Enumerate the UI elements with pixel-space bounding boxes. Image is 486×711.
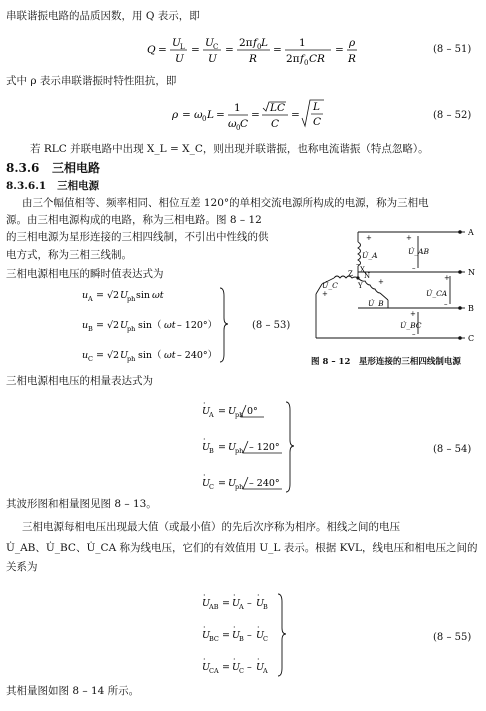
svg-text:–: – (356, 260, 360, 268)
three-phase-star-diagram (300, 222, 486, 354)
section-heading-8-3-6-1 (6, 178, 99, 193)
svg-text:0: 0 (202, 115, 207, 123)
svg-text:ω: ω (194, 109, 203, 121)
svg-text:A: A (88, 295, 93, 303)
svg-text:C: C (239, 667, 244, 675)
svg-text:=: = (222, 630, 230, 641)
svg-text:=: = (218, 478, 226, 489)
phasor-label-uc: U̇_C (322, 281, 338, 290)
svg-text:ωt: ωt (164, 350, 176, 361)
svg-text:B: B (88, 325, 93, 333)
svg-text:U: U (228, 442, 237, 453)
phasor-label-uca: U̇_CA (426, 289, 448, 298)
node-label-n: N (364, 272, 371, 280)
para-line-voltage-line-1: 三相电源每相电压出现最大值（或最小值）的先后次序称为相序。相线之间的电压 (22, 521, 400, 533)
svg-text:=: = (218, 406, 226, 417)
phasor-label-ua: U̇_A (362, 251, 378, 260)
rho-intro-text: 式中 ρ 表示串联谐振时特性阻抗，即 (6, 75, 177, 87)
equation-instantaneous (80, 284, 230, 364)
svg-text:U: U (172, 37, 181, 49)
subsection-number: 8.3.6.1 (6, 180, 47, 192)
svg-text:1: 1 (234, 102, 241, 114)
svg-text:·: · (233, 655, 236, 664)
svg-text:C: C (88, 355, 93, 363)
svg-text:B: B (263, 603, 268, 611)
phasor-intro-text: 三相电源相电压的相量表达式为 (6, 375, 153, 387)
svg-text:U: U (202, 442, 211, 453)
svg-text:–: – (444, 300, 448, 308)
svg-text:= √2: = √2 (96, 350, 120, 361)
terminal-label-c: C (468, 334, 475, 343)
svg-text:U: U (202, 598, 211, 609)
svg-text:U: U (202, 406, 211, 417)
svg-text:U: U (228, 406, 237, 417)
svg-text:·: · (203, 623, 206, 632)
section-heading-8-3-6 (6, 159, 100, 176)
svg-text:U: U (228, 478, 237, 489)
svg-text:– 240°: – 240° (249, 478, 280, 489)
subsection-title: 三相电源 (57, 180, 100, 192)
para-source-line-4: 电方式，称为三相三线制。 (6, 249, 132, 261)
svg-text:– 120°）: – 120°） (177, 320, 218, 331)
svg-text:ph: ph (127, 295, 136, 303)
svg-text:CA: CA (209, 667, 219, 675)
svg-text:=: = (225, 44, 234, 56)
svg-text:L: L (261, 37, 268, 49)
svg-text:U: U (256, 662, 265, 673)
svg-text:1: 1 (299, 37, 306, 49)
terminal-label-b: B (468, 304, 474, 313)
para-source-line-2: 源。由三相电源构成的电路，称为三相电路。图 8 – 12 (6, 214, 262, 226)
equation-phasor (196, 398, 296, 494)
svg-text:Q: Q (147, 44, 156, 56)
svg-text:ph: ph (235, 483, 244, 491)
svg-text:C: C (263, 635, 268, 643)
svg-text:U: U (232, 598, 241, 609)
svg-text:0: 0 (257, 43, 262, 51)
node-label-z: Z (348, 270, 353, 278)
svg-text:R: R (249, 53, 257, 65)
para-source-line-5: 三相电源相电压的瞬时值表达式为 (6, 268, 164, 280)
svg-text:·: · (203, 399, 206, 408)
section-title: 三相电路 (51, 161, 100, 175)
svg-text:A: A (263, 667, 268, 675)
svg-text:·: · (233, 591, 236, 600)
svg-text:= √2: = √2 (96, 320, 120, 331)
svg-text:+: + (406, 234, 412, 242)
equation-phasor-graphic (196, 398, 296, 494)
svg-text:U: U (202, 662, 211, 673)
svg-text:=: = (218, 442, 226, 453)
svg-text:U: U (205, 37, 214, 49)
para-source-line-1: 由三个幅值相等、频率相同、相位互差 120°的单相交流电源所构成的电源，称为三相电 (22, 197, 429, 209)
node-label-y: Y (358, 282, 363, 290)
final-ref-text: 其相量图如图 8 – 14 所示。 (6, 685, 140, 697)
svg-text:C: C (271, 118, 280, 130)
svg-text:·: · (203, 471, 206, 480)
svg-text:+: + (322, 290, 328, 298)
svg-text:sin: sin (136, 290, 151, 301)
equation-instantaneous-graphic (80, 284, 230, 364)
equation-q-graphic (145, 33, 375, 69)
equation-kvl-number: (8 – 55) (433, 632, 472, 643)
svg-text:– 240°）: – 240°） (177, 350, 218, 361)
svg-text:C: C (313, 116, 322, 128)
svg-text:+: + (444, 274, 450, 282)
waveform-ref-text: 其波形图和相量图见图 8 – 13。 (6, 498, 157, 510)
para-source-line-3: 的三相电源为星形连接的三相四线制，不引出中性线的供 (6, 231, 269, 243)
svg-text:B: B (209, 447, 214, 455)
svg-text:L: L (180, 43, 185, 51)
svg-text:·: · (257, 623, 260, 632)
equation-phasor-number: (8 – 54) (433, 444, 472, 455)
svg-text:ph: ph (235, 447, 244, 455)
svg-text:ω: ω (228, 118, 237, 130)
svg-text:ωt: ωt (152, 290, 164, 301)
svg-text:ph: ph (127, 355, 136, 363)
svg-text:=: = (251, 109, 260, 121)
svg-text:=: = (222, 662, 230, 673)
svg-text:u: u (82, 320, 89, 331)
svg-text:–: – (412, 264, 416, 272)
svg-text:f: f (300, 53, 304, 65)
svg-text:– 120°: – 120° (249, 442, 280, 453)
equation-kvl (196, 590, 296, 680)
intro-q-text: 串联谐振电路的品质因数，用 Q 表示，即 (6, 10, 200, 22)
svg-text:R: R (348, 53, 356, 65)
svg-text:u: u (82, 290, 89, 301)
svg-text:L: L (207, 109, 214, 121)
svg-text:0: 0 (236, 124, 241, 132)
terminal-label-n: N (468, 268, 475, 277)
svg-text:U: U (120, 350, 129, 361)
svg-text:A: A (239, 603, 244, 611)
svg-text:·: · (233, 623, 236, 632)
svg-text:·: · (257, 591, 260, 600)
svg-text:=: = (216, 109, 225, 121)
svg-text:U: U (232, 630, 241, 641)
svg-text:–: – (412, 330, 416, 338)
svg-text:U: U (202, 478, 211, 489)
svg-text:U: U (208, 53, 217, 65)
svg-text:2π: 2π (239, 37, 253, 49)
figure-8-12-caption: 图 8 – 12 星形连接的三相四线制电源 (311, 357, 461, 367)
svg-text:AB: AB (209, 603, 219, 611)
equation-instantaneous-number: (8 – 53) (252, 320, 291, 331)
svg-text:·: · (203, 591, 206, 600)
svg-text:·: · (203, 435, 206, 444)
svg-text:–: – (247, 598, 252, 609)
phasor-label-uab: U̇_AB (408, 247, 429, 256)
svg-text:ρ: ρ (172, 109, 179, 121)
equation-rho-graphic (170, 98, 330, 134)
svg-text:U: U (175, 53, 184, 65)
section-number: 8.3.6 (6, 161, 40, 175)
svg-text:–: – (247, 662, 252, 673)
svg-text:0°: 0° (247, 406, 258, 417)
svg-text:CR: CR (309, 53, 325, 65)
svg-text:sin（: sin（ (138, 350, 162, 361)
svg-text:U: U (120, 290, 129, 301)
svg-text:f: f (253, 37, 257, 49)
equation-kvl-graphic (196, 590, 296, 680)
svg-text:L: L (313, 101, 320, 113)
svg-text:U: U (256, 630, 265, 641)
svg-text:U: U (202, 630, 211, 641)
svg-text:BC: BC (209, 635, 219, 643)
equation-q-number: (8 – 51) (433, 44, 472, 55)
svg-text:·: · (203, 655, 206, 664)
equation-rho-number: (8 – 52) (433, 110, 472, 121)
svg-text:C: C (213, 43, 219, 51)
svg-text:U: U (120, 320, 129, 331)
svg-text:+: + (366, 234, 372, 242)
phasor-label-ub: U̇_B (368, 299, 384, 308)
svg-text:+: + (410, 310, 416, 318)
svg-text:LC: LC (270, 102, 286, 114)
svg-text:= √2: = √2 (96, 290, 120, 301)
svg-text:2π: 2π (286, 53, 300, 65)
node-label-x: X (360, 266, 365, 274)
svg-text:=: = (335, 44, 344, 56)
svg-text:=: = (158, 44, 167, 56)
svg-text:C: C (240, 118, 249, 130)
para-parallel-resonance: 若 RLC 并联电路中出现 X_L = X_C，则出现并联谐振，也称电流谐振（特点忽略）。 (30, 143, 429, 155)
svg-text:C: C (209, 483, 214, 491)
svg-text:U: U (256, 598, 265, 609)
svg-text:+: + (378, 278, 384, 286)
figure-8-12 (300, 222, 486, 354)
svg-text:·: · (257, 655, 260, 664)
svg-text:ph: ph (127, 325, 136, 333)
equation-rho (170, 98, 330, 134)
svg-text:=: = (191, 44, 200, 56)
svg-text:0: 0 (304, 59, 309, 67)
terminal-label-a: A (468, 228, 474, 237)
svg-text:B: B (239, 635, 244, 643)
svg-text:ρ: ρ (349, 37, 356, 49)
svg-text:=: = (291, 109, 300, 121)
svg-text:=: = (222, 598, 230, 609)
svg-text:=: = (182, 109, 191, 121)
svg-text:A: A (209, 411, 214, 419)
phasor-label-ubc: U̇_BC (400, 321, 422, 330)
svg-text:u: u (82, 350, 89, 361)
svg-text:ωt: ωt (164, 320, 176, 331)
equation-q (145, 33, 375, 69)
svg-text:–: – (247, 630, 252, 641)
svg-text:ph: ph (235, 411, 244, 419)
svg-text:sin（: sin（ (138, 320, 162, 331)
svg-text:=: = (273, 44, 282, 56)
svg-text:U: U (232, 662, 241, 673)
para-line-voltage-line-3: 关系为 (6, 561, 38, 573)
para-line-voltage-line-2: U̇_AB、U̇_BC、U̇_CA 称为线电压，它们的有效值用 U_L 表示。根据 KVL，线电压和相电压之间的 (6, 542, 478, 554)
